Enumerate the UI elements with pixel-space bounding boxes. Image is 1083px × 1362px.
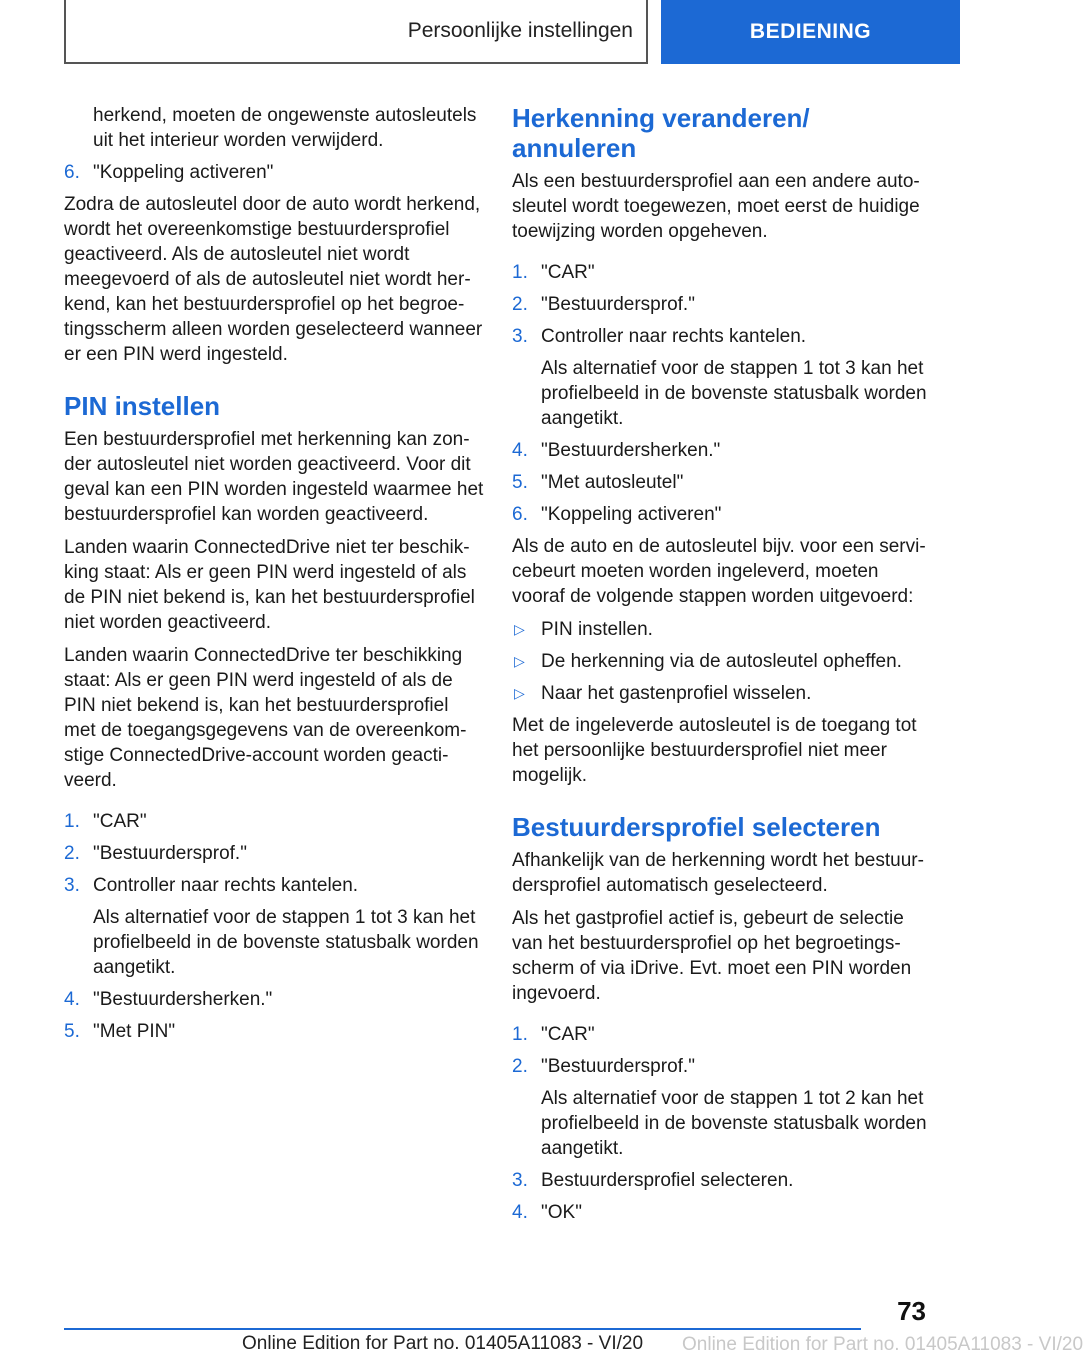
step-number: 4. <box>512 440 528 461</box>
step-number: 1. <box>512 262 528 283</box>
bullet-text: De herkenning via de autosleutel opheffen. <box>541 651 902 672</box>
triangle-bullet-icon: ▷ <box>514 621 525 637</box>
step-text: "Bestuurdersherken." <box>541 440 721 461</box>
paragraph: Zodra de autosleutel door de auto wordt herkend, wordt het overeenkomstige bestuurdersprofiel geactiveerd. Als de autosleutel niet wordt meegevoerd of als de autosleutel niet wordt herkend, kan het bestuurdersprofiel op het begroetingsscherm alleen worden geselecteerd wanneer er een PIN werd ingesteld. <box>64 194 483 365</box>
step-text: "Met autosleutel" <box>541 472 684 493</box>
step-number: 6. <box>64 162 80 183</box>
triangle-bullet-icon: ▷ <box>514 653 525 669</box>
step-text: "Bestuurdersprof." <box>541 294 695 315</box>
list-item <box>64 873 484 980</box>
step-number: 5. <box>64 1021 80 1042</box>
list-item <box>512 292 932 317</box>
step-text: "Koppeling activeren" <box>541 504 722 525</box>
step-text: "OK" <box>541 1202 582 1223</box>
step-number: 2. <box>512 294 528 315</box>
right-column <box>512 103 932 1232</box>
chapter-tab <box>661 0 960 64</box>
bullet-item <box>512 649 932 674</box>
paragraph: Als het gastprofiel actief is, gebeurt de selectie van het bestuurdersprofiel op het begroetingsscherm of via iDrive. Evt. moet een PIN worden ingevoerd. <box>512 908 912 1004</box>
paragraph: Als de auto en de autosleutel bijv. voor een servicebeurt moeten worden ingeleverd, moeten vooraf de volgende stappen worden uitgevoerd: <box>512 536 926 607</box>
step-number: 4. <box>512 1202 528 1223</box>
step-subtext: Als alternatief voor de stappen 1 tot 3 kan het profielbeeld in de bovenste statusbalk worden aangetikt. <box>93 907 479 978</box>
paragraph: Landen waarin ConnectedDrive ter beschikking staat: Als er geen PIN werd ingesteld of als de PIN niet bekend is, kan het bestuurdersprofiel met de toegangsgegevens van de overeenkomstige ConnectedDrive-account worden geactiveerd. <box>64 645 467 791</box>
section-title: Persoonlijke instellingen <box>407 19 633 42</box>
step-number: 5. <box>512 472 528 493</box>
section-heading-select-profile: Bestuurdersprofiel selecteren <box>512 812 881 842</box>
step-number: 1. <box>512 1024 528 1045</box>
step-number: 3. <box>512 326 528 347</box>
section-heading-pin: PIN instellen <box>64 391 221 421</box>
watermark: Online Edition for Part no. 01405A11083 - VI/20 <box>682 1334 1083 1355</box>
list-item <box>512 1200 932 1225</box>
step-text: Bestuurdersprofiel selecteren. <box>541 1170 794 1191</box>
list-item <box>64 160 484 185</box>
step-subtext: Als alternatief voor de stappen 1 tot 2 kan het profielbeeld in de bovenste statusbalk worden aangetikt. <box>541 1088 927 1159</box>
section-heading-recognition: Herkenning veranderen/ annuleren <box>512 103 810 163</box>
step-text: "Koppeling activeren" <box>93 162 274 183</box>
list-item <box>512 260 932 285</box>
paragraph: Landen waarin ConnectedDrive niet ter beschikking staat: Als er geen PIN werd ingesteld of als de PIN niet bekend is, kan het bestuurdersprofiel niet worden geactiveerd. <box>64 537 475 633</box>
step-number: 6. <box>512 504 528 525</box>
list-item <box>512 324 932 431</box>
list-item <box>512 1168 932 1193</box>
step-text: "Bestuurdersprof." <box>541 1056 695 1077</box>
bullet-item <box>512 681 932 706</box>
page-number: 73 <box>897 1296 926 1326</box>
list-item <box>512 438 932 463</box>
list-item <box>512 1054 932 1161</box>
footer-divider <box>64 1328 861 1330</box>
step-number: 2. <box>512 1056 528 1077</box>
step-text: "CAR" <box>541 1024 595 1045</box>
step-number: 2. <box>64 843 80 864</box>
step-text: "Met PIN" <box>93 1021 176 1042</box>
list-item <box>512 470 932 495</box>
triangle-bullet-icon: ▷ <box>514 685 525 701</box>
step-number: 3. <box>512 1170 528 1191</box>
step-text: "CAR" <box>541 262 595 283</box>
step-text: Controller naar rechts kantelen. <box>541 326 807 347</box>
step-number: 1. <box>64 811 80 832</box>
paragraph: Afhankelijk van de herkenning wordt het bestuurdersprofiel automatisch geselecteerd. <box>512 850 924 896</box>
paragraph: Als een bestuurdersprofiel aan een andere autosleutel wordt toegewezen, moet eerst de huidige toewijzing worden opgeheven. <box>512 171 920 242</box>
step-number: 3. <box>64 875 80 896</box>
list-item <box>64 987 484 1012</box>
paragraph: Met de ingeleverde autosleutel is de toegang tot het persoonlijke bestuurdersprofiel niet meer mogelijk. <box>512 715 917 786</box>
bullet-text: Naar het gastenprofiel wisselen. <box>541 683 812 704</box>
chapter-title: BEDIENING <box>749 20 872 43</box>
list-item <box>64 841 484 866</box>
step-subtext: Als alternatief voor de stappen 1 tot 3 kan het profielbeeld in de bovenste statusbalk worden aangetikt. <box>541 358 927 429</box>
list-item <box>64 1019 484 1044</box>
bullet-text: PIN instellen. <box>541 619 653 640</box>
step-text: "CAR" <box>93 811 147 832</box>
paragraph: Een bestuurdersprofiel met herkenning kan zonder autosleutel niet worden geactiveerd. Voor dit geval kan een PIN worden ingesteld waarmee het bestuurdersprofiel kan worden geactiveerd. <box>64 429 484 525</box>
list-item <box>512 1022 932 1047</box>
step-number: 4. <box>64 989 80 1010</box>
section-header <box>64 0 648 64</box>
footer-edition: Online Edition for Part no. 01405A11083 - VI/20 <box>242 1333 644 1354</box>
list-item <box>64 809 484 834</box>
step-text: "Bestuurdersprof." <box>93 843 247 864</box>
left-column <box>64 103 484 1051</box>
continued-step-text: herkend, moeten de ongewenste autosleutels uit het interieur worden verwijderd. <box>93 105 477 151</box>
step-text: Controller naar rechts kantelen. <box>93 875 359 896</box>
list-item <box>512 502 932 527</box>
step-text: "Bestuurdersherken." <box>93 989 273 1010</box>
bullet-item <box>512 617 932 642</box>
